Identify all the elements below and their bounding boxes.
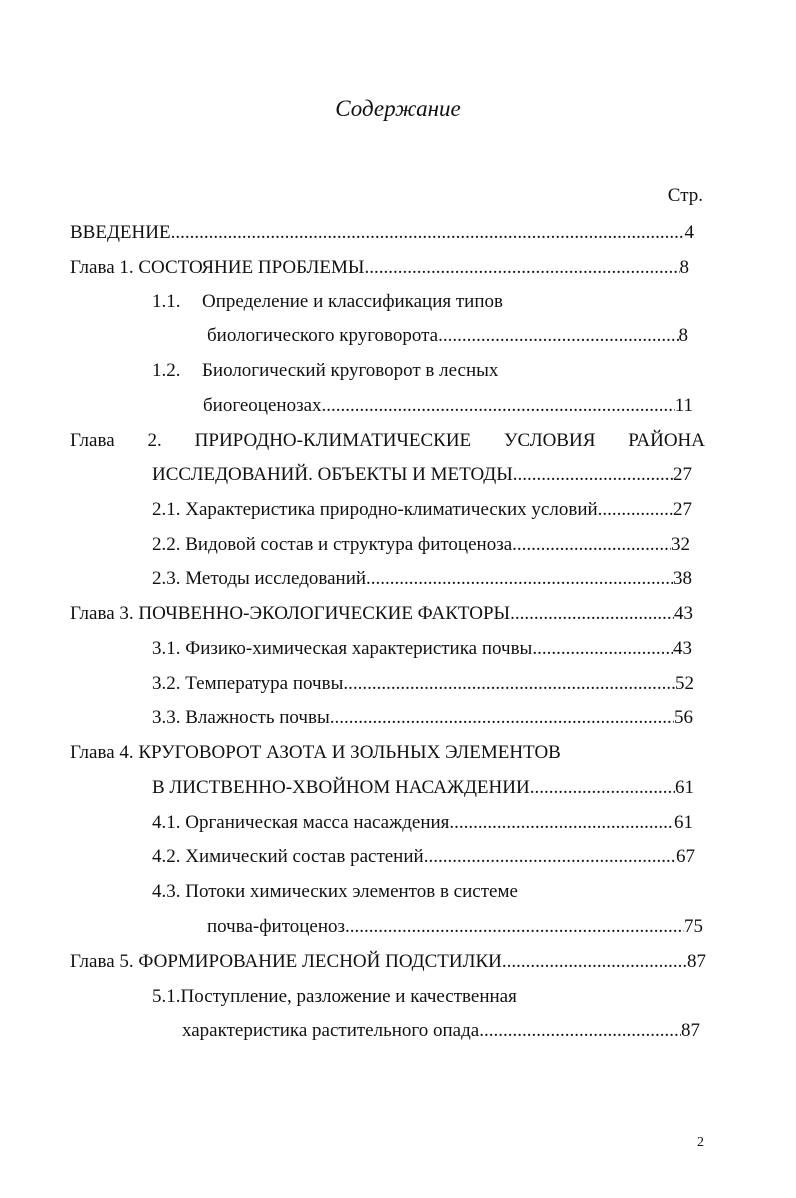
toc-page-number: 67 [676,846,695,867]
toc-entry-title: 2.3. Методы исследований [152,568,367,589]
toc-page-number: 56 [674,707,693,728]
toc-entry-title: 2.1. Характеристика природно-климатических условий [152,499,598,520]
toc-entry-section-5-1 [152,983,692,1011]
toc-entry-title: характеристика растительного опада [182,1020,480,1041]
page-column-label: Стр. [667,185,703,206]
toc-entry-intro [70,219,694,247]
toc-entry-title: биологического круговорота [207,325,439,346]
toc-entry-section-3-1 [152,635,692,663]
toc-page-number: 38 [673,568,692,589]
toc-page-number: 87 [681,1020,700,1041]
toc-entry-section-5-1-cont [182,1017,700,1045]
toc-entry-chapter-5 [70,948,706,976]
toc-page-number: 8 [679,257,689,278]
toc-entry-chapter-2: Глава 2. ПРИРОДНО-КЛИМАТИЧЕСКИЕ УСЛОВИЯ РАЙОНА [70,430,705,451]
leader-dots [438,322,678,350]
toc-page-number: 32 [671,534,690,555]
toc-page-number: 43 [674,603,693,624]
leader-dots [530,774,675,802]
toc-entry-title: В ЛИСТВЕННО-ХВОЙНОМ НАСАЖДЕНИИ [152,777,530,798]
leader-dots [343,670,675,698]
leader-dots [424,843,676,871]
toc-section-number: 1.1. [152,291,181,312]
page-title: Содержание [335,96,461,121]
toc-entry-title: Биологический круговорот в лесных [202,360,499,381]
toc-entry-chapter-4-cont [152,774,694,802]
toc-entry-title: ВВЕДЕНИЕ [70,222,171,243]
leader-dots [513,461,673,489]
toc-entry-section-3-3 [152,704,693,732]
toc-entry-section-4-3-cont [207,913,703,941]
toc-section-number: 1.2. [152,360,181,381]
toc-entry-title: Определение и классификация типов [202,291,503,312]
leader-dots [510,600,674,628]
leader-dots [479,1017,681,1045]
leader-dots [365,254,680,282]
toc-entry-section-2-3 [152,565,692,593]
toc-entry-title: 4.3. Потоки химических элементов в системе [152,881,518,902]
toc-entry-title: биогеоценозах [203,395,322,416]
leader-dots [512,531,671,559]
toc-entry-title: 4.1. Органическая масса насаждения [152,812,450,833]
toc-page-number: 43 [673,638,692,659]
toc-entry-section-1-1 [152,288,692,316]
leader-dots [502,948,687,976]
toc-entry-title: ИССЛЕДОВАНИЙ. ОБЪЕКТЫ И МЕТОДЫ [152,464,513,485]
toc-entry-title: Глава 1. СОСТОЯНИЕ ПРОБЛЕМЫ [70,257,365,278]
toc-entry-title: 3.1. Физико-химическая характеристика почвы [152,638,533,659]
toc-page-number: 61 [675,777,694,798]
toc-entry-section-1-2 [152,357,692,385]
leader-dots [449,809,674,837]
leader-dots [532,635,673,663]
toc-entry-title: 5.1.Поступление, разложение и качественная [152,986,517,1007]
page-number: 2 [697,1135,704,1150]
toc-entry-section-2-1 [152,496,692,524]
toc-entry-title: Глава 4. КРУГОВОРОТ АЗОТА И ЗОЛЬНЫХ ЭЛЕМЕНТОВ [70,742,561,763]
toc-page-number: 75 [684,916,703,937]
toc-entry-chapter-4 [70,739,630,767]
leader-dots [330,704,674,732]
toc-entry-chapter-3 [70,600,693,628]
toc-page-number: 4 [684,222,694,243]
toc-entry-title: 4.2. Химический состав растений [152,846,424,867]
leader-dots [366,565,673,593]
toc-page-number: 61 [674,812,693,833]
toc-page-number: 27 [673,499,692,520]
toc-entry-title: 3.2. Температура почвы [152,673,344,694]
toc-entry-chapter-2-cont [152,461,692,489]
toc-entry-section-2-2 [152,531,690,559]
toc-entry-title: Глава 3. ПОЧВЕННО-ЭКОЛОГИЧЕСКИЕ ФАКТОРЫ [70,603,511,624]
toc-page-number: 8 [678,325,688,346]
toc-entry-section-1-1-cont [207,322,688,350]
toc-entry-title: 3.3. Влажность почвы [152,707,330,728]
toc-page-number: 27 [673,464,692,485]
toc-entry-section-4-1 [152,809,693,837]
toc-page-number: 52 [675,673,694,694]
leader-dots [345,913,684,941]
toc-entry-section-3-2 [152,670,694,698]
toc-page-number: 87 [687,951,706,972]
leader-dots [322,392,675,420]
toc-page-number: 11 [674,395,693,416]
toc-entry-section-4-3 [152,878,692,906]
leader-dots [171,219,685,247]
toc-entry-title: почва-фитоценоз [207,916,346,937]
toc-entry-section-4-2 [152,843,695,871]
toc-entry-title: Глава 5. ФОРМИРОВАНИЕ ЛЕСНОЙ ПОДСТИЛКИ [70,951,502,972]
toc-entry-chapter-1 [70,254,689,282]
leader-dots [598,496,673,524]
toc-entry-title: 2.2. Видовой состав и структура фитоценоза [152,534,513,555]
toc-entry-section-1-2-cont [203,392,693,420]
